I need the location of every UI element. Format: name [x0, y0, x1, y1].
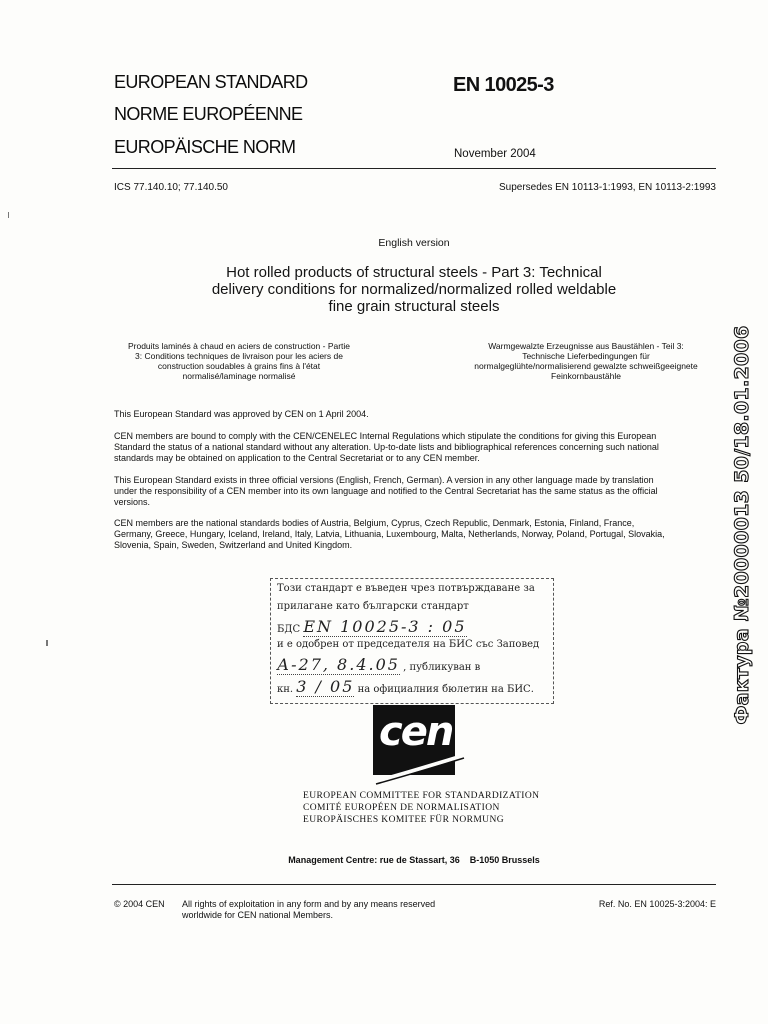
cen-org-line: EUROPÄISCHES KOMITEE FÜR NORMUNG — [303, 815, 504, 825]
stamp-issue-suffix: на официалния бюлетин на БИС. — [357, 684, 534, 695]
french-title-line: construction soudables à grains fins à l'état — [157, 361, 321, 371]
document-title — [112, 264, 716, 315]
publication-date: November 2004 — [454, 148, 536, 160]
title-line: delivery conditions for normalized/normalized rolled weldable — [211, 281, 617, 298]
stamp-bds-row — [277, 617, 467, 636]
reference-number: Ref. No. EN 10025-3:2004: E — [598, 899, 716, 909]
paragraph-line: CEN members are bound to comply with the CEN/CENELEC Internal Regulations which stipulate the conditions for giving this European — [114, 431, 657, 441]
rights-line: worldwide for CEN national Members. — [182, 910, 334, 920]
german-title-line: Feinkornbaustähle — [551, 371, 621, 381]
german-title-line: Technische Lieferbedingungen für — [522, 351, 650, 361]
supersedes: Supersedes EN 10113-1:1993, EN 10113-2:1993 — [498, 182, 716, 193]
german-title-line: normalgeglühte/normalisierend gewalzte schweißgeeignete — [474, 361, 698, 371]
paragraph-line: Standard the status of a national standard without any alteration. Up-to-date lists and bibliographical references concerning such national — [114, 442, 659, 452]
header-rule — [112, 168, 716, 169]
stamp-line-2: прилагане като български стандарт — [277, 601, 469, 612]
language-version: English version — [378, 237, 450, 249]
standard-title-de: EUROPÄISCHE NORM — [114, 137, 296, 157]
cen-org-line: COMITÉ EUROPÉEN DE NORMALISATION — [303, 803, 500, 813]
stamp-published: , публикуван в — [403, 662, 481, 673]
rights-line: All rights of exploitation in any form and by any means reserved — [182, 899, 436, 909]
compliance-paragraph — [114, 431, 712, 464]
rights-notice — [182, 899, 435, 921]
stamp-line-1: Този стандарт е въведен чрез потвърждаване за — [277, 583, 535, 594]
standard-title-fr: NORME EUROPÉENNE — [114, 104, 303, 124]
paragraph-line: Germany, Greece, Hungary, Iceland, Ireland, Italy, Latvia, Lithuania, Luxembourg, Malta, Netherlands, Norway, Poland, Portugal, Slovakia, — [114, 529, 665, 539]
title-line: Hot rolled products of structural steels - Part 3: Technical — [226, 264, 602, 281]
stamp-order-row — [277, 655, 480, 674]
cen-org-line: EUROPEAN COMMITTEE FOR STANDARDIZATION — [303, 791, 540, 801]
cen-logo-text: cen — [379, 709, 453, 755]
stamp-issue-prefix: кн. — [277, 684, 294, 695]
title-line: fine grain structural steels — [328, 298, 500, 315]
invoice-side-stamp — [731, 325, 753, 725]
standard-title-en: EUROPEAN STANDARD — [114, 72, 308, 92]
standard-number: EN 10025-3 — [453, 74, 554, 96]
german-title-line: Warmgewalzte Erzeugnisse aus Baustählen - Teil 3: — [488, 341, 684, 351]
management-centre: Management Centre: rue de Stassart, 36 B-1050 Brussels — [288, 855, 540, 865]
stamp-line-4: и е одобрен от председателя на БИС със Заповед — [277, 639, 540, 650]
paragraph-line: This European Standard was approved by CEN on 1 April 2004. — [114, 409, 369, 419]
paragraph-line: standards may be obtained on application to the Central Secretariat or to any CEN member. — [114, 453, 480, 463]
paragraph-line: CEN members are the national standards bodies of Austria, Belgium, Cyprus, Czech Republic, Denmark, Estonia, Finland, France, — [114, 518, 635, 528]
german-title — [456, 341, 716, 381]
stamp-issue-row — [277, 677, 534, 696]
handwritten-issue: 3 / 05 — [296, 677, 355, 696]
invoice-side-text: Фактура №20000013 50/18.01.2006 — [731, 325, 753, 725]
handwritten-bds-number: EN 10025-3 : 05 — [303, 617, 467, 636]
french-title — [112, 341, 366, 381]
paragraph-line: versions. — [114, 497, 151, 507]
handwritten-order: А-27, 8.4.05 — [277, 655, 400, 674]
paragraph-line: Slovenia, Spain, Sweden, Switzerland and United Kingdom. — [114, 540, 353, 550]
ics-codes: ICS 77.140.10; 77.140.50 — [114, 182, 228, 193]
footer-rule — [112, 884, 716, 885]
paragraph-line: This European Standard exists in three official versions (English, French, German). A version in any other language made by translation — [114, 475, 654, 485]
copyright: © 2004 CEN — [114, 899, 165, 909]
approval-paragraph — [114, 409, 712, 420]
french-title-line: Produits laminés à chaud en aciers de construction - Partie — [127, 341, 351, 351]
french-title-line: normalisé/laminage normalisé — [182, 371, 296, 381]
paragraph-line: under the responsibility of a CEN member into its own language and notified to the Central Secretariat has the same status as the official — [114, 486, 658, 496]
french-title-line: 3: Conditions techniques de livraison pour les aciers de — [135, 351, 343, 361]
versions-paragraph — [114, 475, 712, 508]
scan-mark — [8, 212, 9, 218]
scan-mark — [46, 640, 48, 646]
bds-stamp — [270, 578, 554, 704]
members-paragraph — [114, 518, 712, 551]
cen-organization — [303, 790, 539, 826]
cen-logo-swoosh-icon — [370, 752, 466, 786]
stamp-bds-label: БДС — [277, 624, 301, 635]
